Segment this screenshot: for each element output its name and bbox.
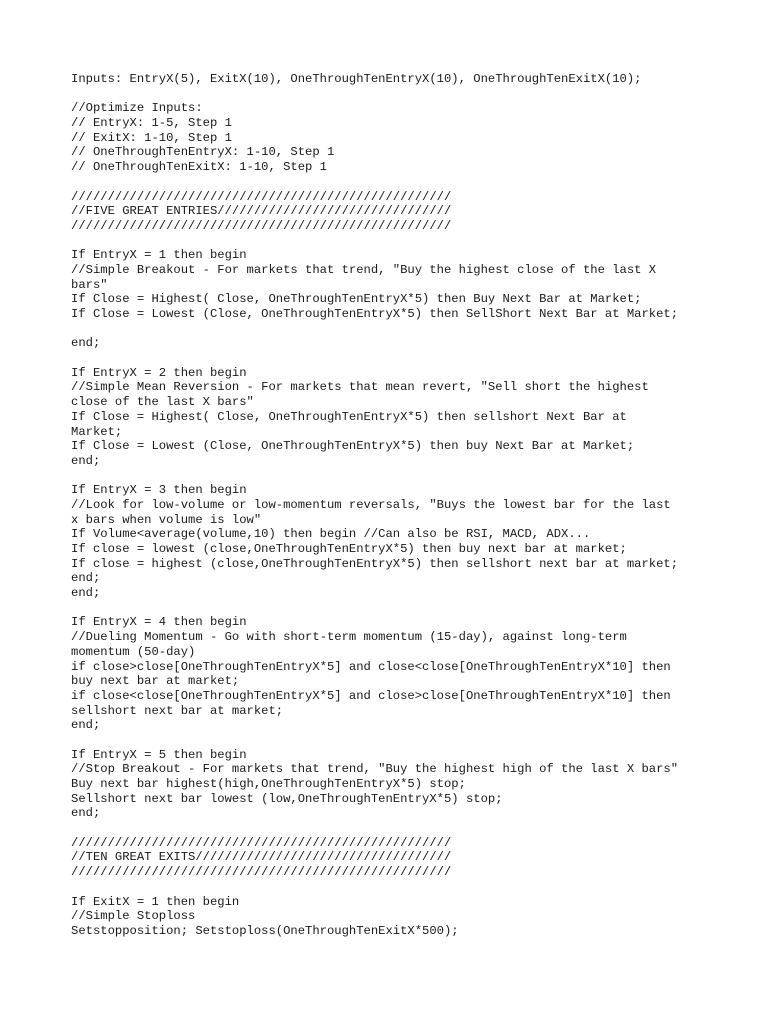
code-line: If close = highest (close,OneThroughTenEntryX*5) then sellshort next bar at market; <box>71 556 679 571</box>
code-line: If EntryX = 3 then begin <box>71 483 247 498</box>
code-line: If EntryX = 1 then begin <box>71 248 247 263</box>
code-line: Setstopposition; Setstoploss(OneThroughTenExitX*500); <box>71 923 459 938</box>
code-line: sellshort next bar at market; <box>71 703 284 718</box>
code-line: If EntryX = 5 then begin <box>71 747 247 762</box>
code-line: Market; <box>71 424 123 439</box>
code-line: //////////////////////////////////////////////////// <box>71 865 452 880</box>
code-line: Buy next bar highest(high,OneThroughTenEntryX*5) stop; <box>71 777 466 791</box>
blank-line <box>71 469 711 484</box>
code-line: Sellshort next bar lowest (low,OneThroughTenEntryX*5) stop; <box>71 791 503 806</box>
code-line: //Simple Stoploss <box>71 909 196 924</box>
blank-line <box>71 821 711 836</box>
code-line: // ExitX: 1-10, Step 1 <box>71 130 232 145</box>
code-line: If EntryX = 4 then begin <box>71 615 247 630</box>
code-line: //Simple Breakout - For markets that trend, "Buy the highest close of the last X <box>71 262 657 277</box>
blank-line <box>71 733 711 748</box>
code-line: If Close = Highest( Close, OneThroughTenEntryX*5) then Buy Next Bar at Market; <box>71 292 642 307</box>
code-line: // EntryX: 1-5, Step 1 <box>71 116 232 131</box>
code-line: //Look for low-volume or low-momentum reversals, "Buys the lowest bar for the last <box>71 497 671 512</box>
code-line: end; <box>71 453 101 468</box>
blank-line <box>71 175 711 190</box>
code-line: If ExitX = 1 then begin <box>71 894 240 909</box>
code-line: bars" <box>71 277 108 292</box>
code-line: //TEN GREAT EXITS/////////////////////////////////// <box>71 850 452 865</box>
code-line: If Close = Lowest (Close, OneThroughTenEntryX*5) then buy Next Bar at Market; <box>71 439 635 454</box>
code-line: //////////////////////////////////////////////////// <box>71 835 452 850</box>
code-line: If EntryX = 2 then begin <box>71 365 247 380</box>
code-line: If Close = Lowest (Close, OneThroughTenEntryX*5) then SellShort Next Bar at Market; <box>71 307 679 321</box>
blank-line <box>71 351 711 366</box>
code-line: //////////////////////////////////////////////////// <box>71 189 452 204</box>
code-line: //Stop Breakout - For markets that trend, "Buy the highest high of the last X bars" <box>71 762 679 777</box>
code-line: //////////////////////////////////////////////////// <box>71 218 452 233</box>
code-line: //FIVE GREAT ENTRIES//////////////////////////////// <box>71 204 452 219</box>
blank-line <box>71 234 711 249</box>
code-line: If Close = Highest( Close, OneThroughTenEntryX*5) then sellshort Next Bar at <box>71 409 627 424</box>
blank-line <box>71 880 711 895</box>
blank-line <box>71 87 711 102</box>
code-line: // OneThroughTenExitX: 1-10, Step 1 <box>71 160 327 175</box>
code-line: //Optimize Inputs: <box>71 101 203 116</box>
code-line: end; <box>71 336 101 351</box>
code-line: if close<close[OneThroughTenEntryX*5] and close>close[OneThroughTenEntryX*10] then <box>71 688 671 703</box>
blank-line <box>71 322 711 337</box>
code-line: if close>close[OneThroughTenEntryX*5] and close<close[OneThroughTenEntryX*10] then <box>71 659 671 674</box>
code-line: If Volume<average(volume,10) then begin //Can also be RSI, MACD, ADX... <box>71 527 591 542</box>
code-line: //Dueling Momentum - Go with short-term momentum (15-day), against long-term <box>71 630 627 645</box>
code-line: buy next bar at market; <box>71 674 240 689</box>
code-line: close of the last X bars" <box>71 395 254 410</box>
code-line: end; <box>71 571 101 586</box>
blank-line <box>71 601 711 616</box>
code-line: end; <box>71 718 101 733</box>
code-line: Inputs: EntryX(5), ExitX(10), OneThroughTenEntryX(10), OneThroughTenExitX(10); <box>71 72 642 86</box>
code-line: //Simple Mean Reversion - For markets that mean revert, "Sell short the highest <box>71 380 649 395</box>
code-line: x bars when volume is low" <box>71 512 262 527</box>
code-line: end; <box>71 806 101 821</box>
code-line: If close = lowest (close,OneThroughTenEntryX*5) then buy next bar at market; <box>71 542 627 556</box>
code-line: // OneThroughTenEntryX: 1-10, Step 1 <box>71 145 335 160</box>
code-line: end; <box>71 586 101 601</box>
code-listing <box>71 72 711 939</box>
code-line: momentum (50-day) <box>71 644 196 659</box>
